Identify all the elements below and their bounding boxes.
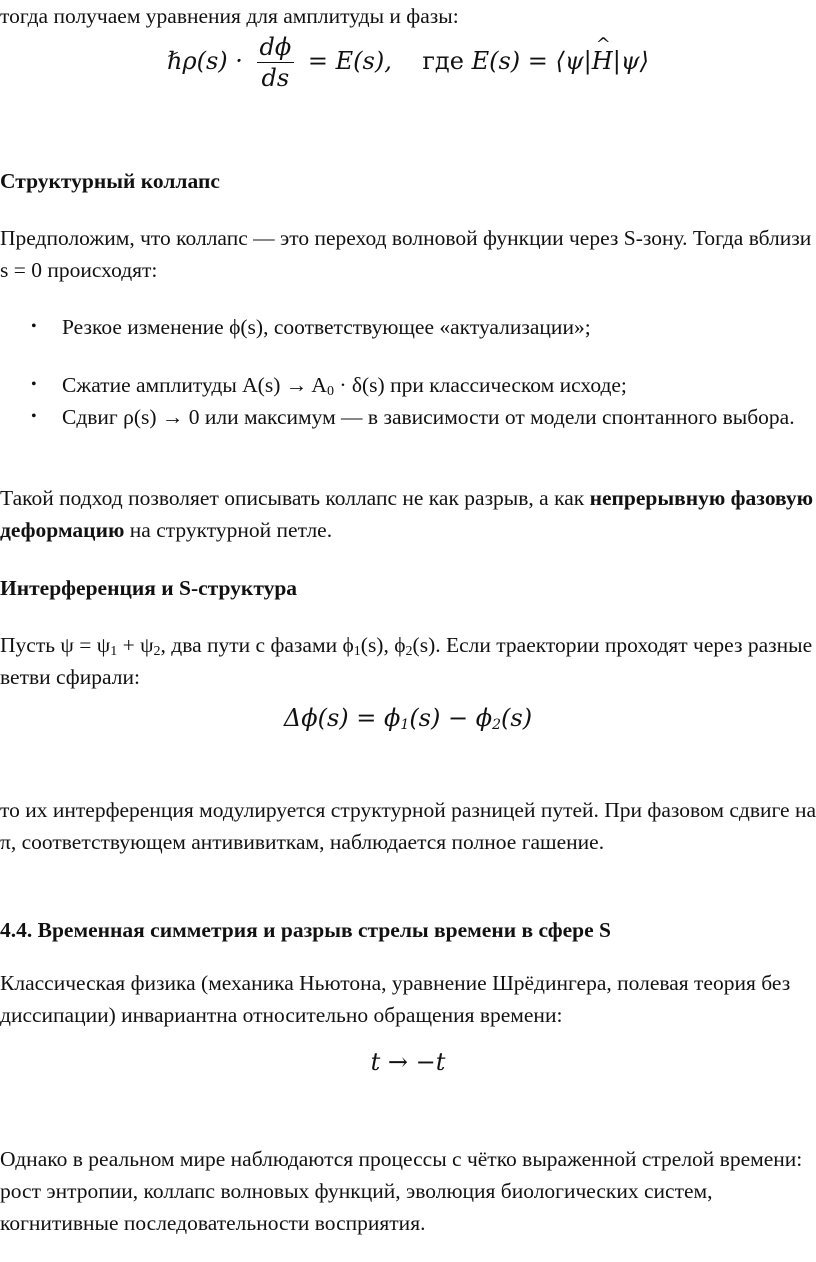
text-interference-result: то их интерференция модулируется структурной разницей путей. При фазовом сдвиге на π, соответствующем антививиткам, наблюдается полное гашение.	[0, 798, 816, 854]
text-intro: тогда получаем уравнения для амплитуды и фазы:	[0, 4, 459, 28]
eq1-lhs-a: ℏρ(s) ·	[167, 47, 243, 75]
bullet-text-1: Резкое изменение ϕ(s), соответствующее «актуализации»;	[62, 315, 591, 339]
p4-t1: Пусть ψ = ψ	[0, 633, 111, 657]
bullet-dot-1: •	[31, 318, 37, 335]
p4-s1: 1	[110, 644, 118, 659]
p3-text-b: на структурной петле.	[124, 518, 333, 542]
eq1-lhs-b: = E(s),	[307, 47, 392, 75]
eq2-s1: 1	[400, 717, 410, 733]
bullet-dot-3: •	[31, 408, 37, 425]
p4-s3: 1	[353, 644, 361, 659]
p4-s2: 2	[153, 644, 161, 659]
p4-t2: + ψ	[117, 633, 154, 657]
eq2-c: (s)	[501, 704, 533, 732]
bullet-text-2b: · δ(s) при классическом исходе;	[333, 373, 627, 397]
eq1-hamiltonian: ^ H	[592, 46, 613, 76]
p4-t5: (s). Если траектории проходят через разные ветви сфирали:	[0, 633, 813, 689]
bullet-text-2a: Сжатие амплитуды A(s) → A	[62, 373, 327, 397]
heading-section-4-4: 4.4. Временная симметрия и разрыв стрелы времени в сфере S	[0, 918, 611, 942]
eq1-where-word: где	[422, 47, 464, 75]
eq1-rhs-b: |ψ⟩	[612, 47, 649, 75]
equation-time-reversal: t → −t	[370, 1048, 446, 1076]
eq1-frac-num: dϕ	[257, 32, 295, 63]
text-classical-physics: Классическая физика (механика Ньютона, уравнение Шрёдингера, полевая теория без диссипации) инвариантна относительно обращения времени:	[0, 971, 791, 1027]
p3-bold: непрерывную фазовую деформацию	[0, 486, 814, 542]
eq2-a: Δϕ(s) = ϕ	[283, 704, 401, 732]
heading-interference: Интерференция и S-структура	[0, 576, 298, 600]
text-collapse-intro: Предположим, что коллапс — это переход волновой функции через S-зону. Тогда вблизи s = 0 происходят:	[0, 226, 812, 282]
eq2-b: (s) − ϕ	[409, 704, 493, 732]
eq1-rhs-a: E(s) = ⟨ψ|	[471, 47, 592, 75]
bullet-dot-2: •	[31, 376, 37, 393]
p4-t3: , два пути с фазами ϕ	[160, 633, 354, 657]
bullet-text-3: Сдвиг ρ(s) → 0 или максимум — в зависимости от модели спонтанного выбора.	[62, 405, 795, 429]
bullet-text-2-sub: 0	[326, 384, 334, 399]
equation-amplitude-phase	[0, 32, 816, 93]
bullet-item-3	[31, 401, 812, 433]
text-continuous-deformation	[0, 482, 816, 546]
eq2-s2: 2	[492, 717, 502, 733]
text-interference-intro	[0, 629, 816, 693]
p4-t4: (s), ϕ	[360, 633, 406, 657]
heading-structural-collapse: Структурный коллапс	[0, 169, 220, 193]
p3-text-a: Такой подход позволяет описывать коллапс не как разрыв, а как	[0, 486, 590, 510]
text-arrow-of-time: Однако в реальном мире наблюдаются процессы с чётко выраженной стрелой времени: рост энтропии, коллапс волновых функций, эволюция биологических систем, когнитивные последовательности восприятия.	[0, 1147, 803, 1235]
bullet-item-2	[31, 369, 812, 401]
p4-s4: 2	[405, 644, 413, 659]
eq1-fraction	[257, 32, 295, 93]
eq1-frac-den: ds	[261, 64, 290, 92]
equation-phase-difference	[0, 703, 816, 733]
bullet-item-1	[31, 311, 812, 343]
